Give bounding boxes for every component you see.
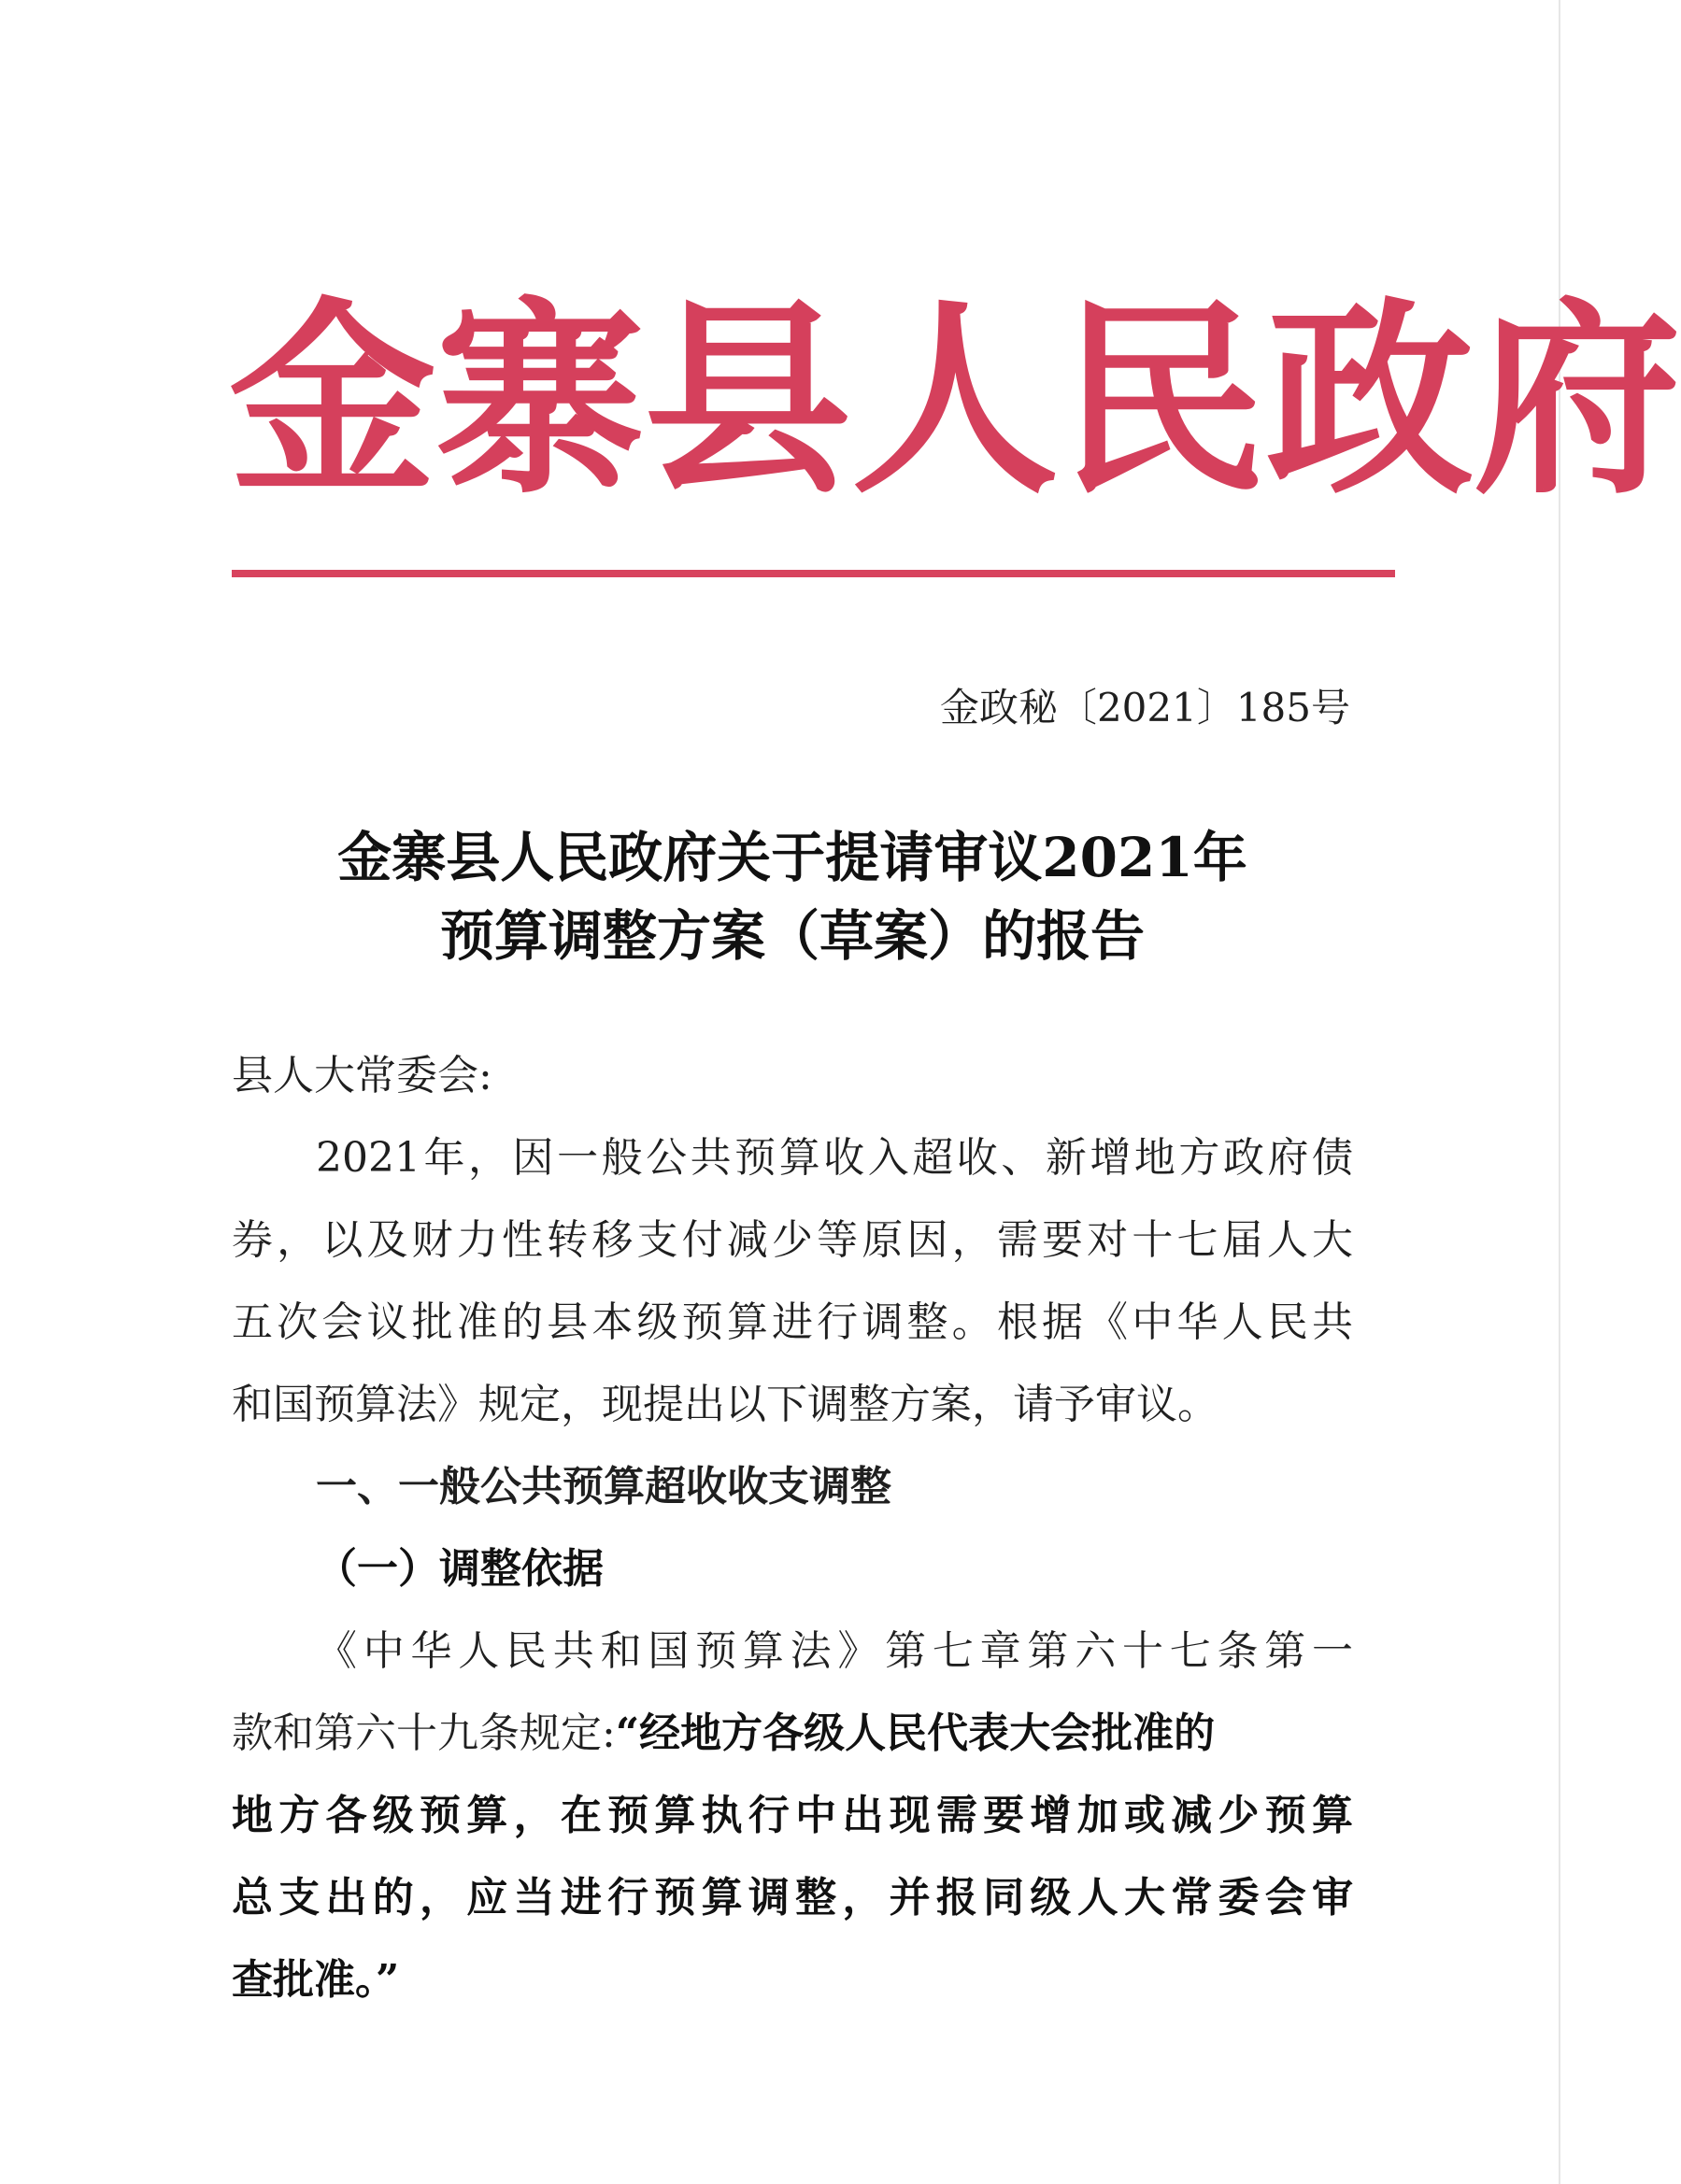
body-line-1: 2021年，因一般公共预算收入超收、新增地方政府债 <box>316 1134 1353 1182</box>
basis-line-1: 《中华人民共和国预算法》第七章第六十七条第一 <box>316 1627 1353 1675</box>
header-char: 县 <box>644 281 851 522</box>
header-char: 人 <box>851 281 1059 522</box>
header-char: 金 <box>229 281 436 522</box>
salutation: 县人大常委会: <box>232 1052 492 1099</box>
basis-line-2 <box>232 1696 1353 1771</box>
issuer-header <box>229 280 1681 523</box>
basis-line-2-plain: 款和第六十九条规定: <box>232 1709 616 1757</box>
body-line-3: 五次会议批准的县本级预算进行调整。根据《中华人民共 <box>232 1298 1353 1346</box>
section-heading-2: （一）调整依据 <box>316 1545 604 1593</box>
document-title-line-2: 预算调整方案（草案）的报告 <box>439 904 1145 968</box>
body-line-2: 券，以及财力性转移支付减少等原因，需要对十七届人大 <box>232 1216 1353 1264</box>
header-char: 府 <box>1474 281 1681 522</box>
header-char: 政 <box>1266 281 1474 522</box>
quote-line-3: 查批准。” <box>232 1956 400 2004</box>
quote-line-1: 地方各级预算，在预算执行中出现需要增加或减少预算 <box>232 1792 1353 1839</box>
header-char: 民 <box>1059 281 1266 522</box>
header-char: 寨 <box>436 281 644 522</box>
document-number: 金政秘〔2021〕185号 <box>939 685 1350 730</box>
document-title-line-1: 金寨县人民政府关于提请审议2021年 <box>337 826 1247 889</box>
basis-line-2-quote: “经地方各级人民代表大会批准的 <box>615 1709 1216 1757</box>
quote-line-2: 总支出的，应当进行预算调整，并报同级人大常委会审 <box>232 1874 1353 1922</box>
section-heading-1: 一、一般公共预算超收收支调整 <box>316 1463 891 1510</box>
red-separator-line <box>232 570 1395 577</box>
body-line-4: 和国预算法》规定，现提出以下调整方案，请予审议。 <box>232 1381 1218 1428</box>
